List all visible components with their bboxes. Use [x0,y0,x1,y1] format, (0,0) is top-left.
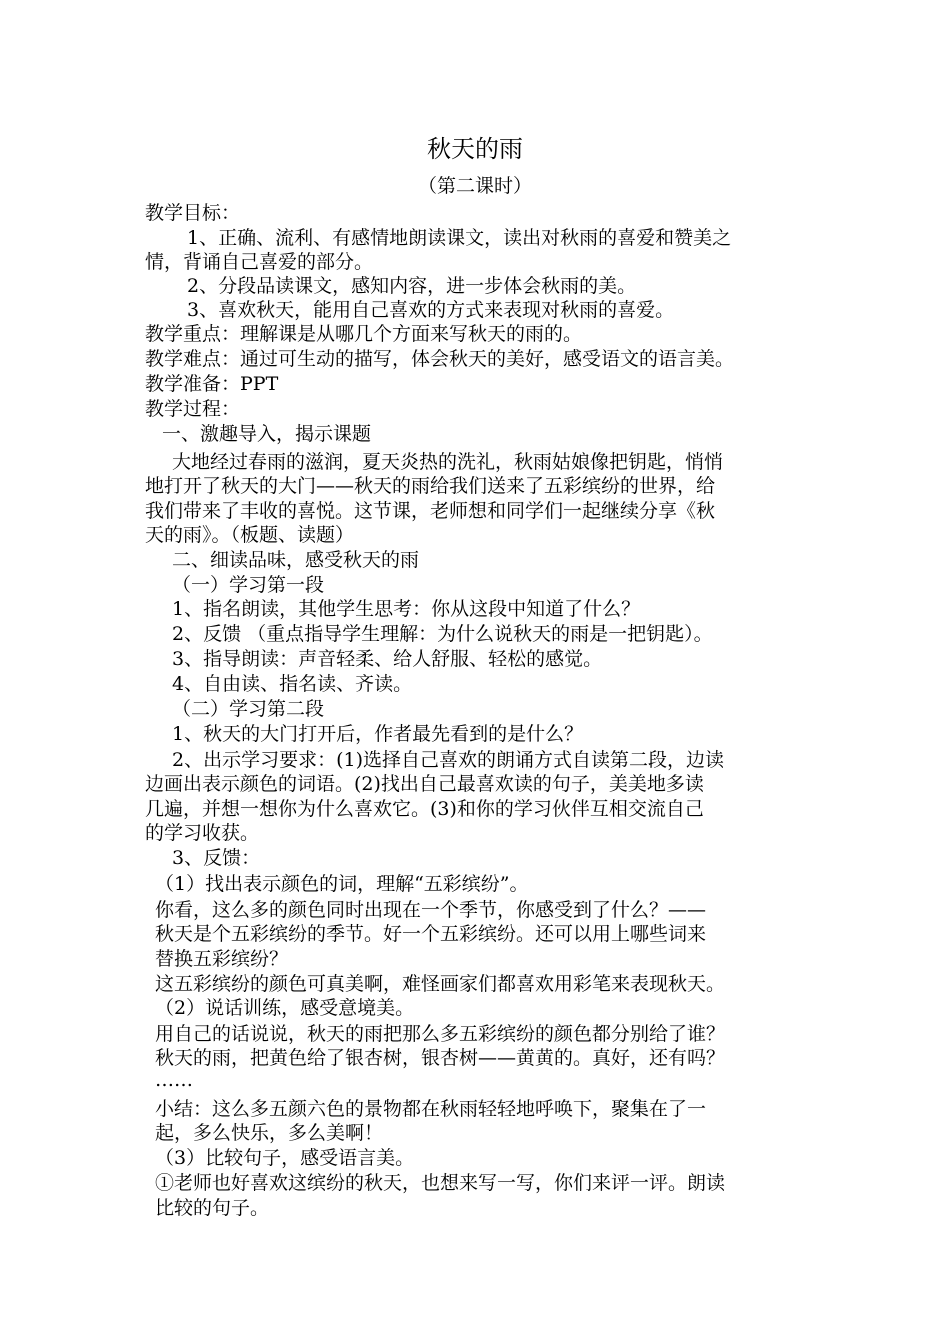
sub-item: （1）找出表示颜色的词，理解“五彩缤纷”。 [155,873,529,895]
list-item: 3、指导朗读：声音轻柔、给人舒服、轻松的感觉。 [172,648,603,670]
step-heading-1: 一、激趣导入，揭示课题 [162,423,372,445]
ellipsis-line: …… [155,1069,193,1091]
summary-line: 起，多么快乐，多么美啊！ [155,1122,384,1144]
paragraph-line: ①老师也好喜欢这缤纷的秋天，也想来写一写，你们来评一评。朗读 [155,1172,726,1194]
paragraph-line: 地打开了秋天的大门——秋天的雨给我们送来了五彩缤纷的世界，给 [145,475,716,497]
preparation: 教学准备：PPT [145,373,279,395]
section-heading-process: 教学过程： [145,398,241,420]
difficult-point: 教学难点：通过可生动的描写，体会秋天的美好，感受语文的语言美。 [145,348,735,370]
list-item: 2、出示学习要求：(1)选择自己喜欢的朗诵方式自读第二段，边读 [172,749,725,771]
objective-1-continued: 情，背诵自己喜爱的部分。 [145,251,374,273]
list-item: 2、反馈 （重点指导学生理解：为什么说秋天的雨是一把钥匙）。 [172,623,713,645]
document-title: 秋天的雨 [427,135,523,163]
list-item: 4、自由读、指名读、齐读。 [172,673,413,695]
paragraph-line: 秋天的雨，把黄色给了银杏树，银杏树——黄黄的。真好，还有吗？ [155,1047,726,1069]
step-heading-2: 二、细读品味，感受秋天的雨 [172,549,420,571]
paragraph-line: 我们带来了丰收的喜悦。这节课，老师想和同学们一起继续分享《秋 [145,500,716,522]
paragraph-line: 用自己的话说说，秋天的雨把那么多五彩缤纷的颜色都分别给了谁？ [155,1023,726,1045]
objective-3: 3、喜欢秋天，能用自己喜欢的方式来表现对秋雨的喜爱。 [187,299,675,321]
paragraph-line: 大地经过春雨的滋润，夏天炎热的洗礼，秋雨姑娘像把钥匙，悄悄 [172,451,724,473]
list-item-continued: 的学习收获。 [145,822,260,844]
objective-1: 1、正确、流利、有感情地朗读课文，读出对秋雨的喜爱和赞美之 [187,227,732,249]
paragraph-line: 天的雨》。（板题、读题） [145,524,355,546]
section-heading-objectives: 教学目标： [145,202,241,224]
paragraph-line: 你看，这么多的颜色同时出现在一个季节，你感受到了什么？—— [155,899,707,921]
list-item: 1、指名朗读，其他学生思考：你从这段中知道了什么？ [172,598,641,620]
sub-heading-2: （二）学习第二段 [172,698,325,720]
list-item: 1、秋天的大门打开后，作者最先看到的是什么？ [172,723,584,745]
paragraph-line: 秋天是个五彩缤纷的季节。好一个五彩缤纷。还可以用上哪些词来 [155,923,707,945]
list-item: 3、反馈： [172,847,261,869]
key-point: 教学重点：理解课是从哪几个方面来写秋天的雨的。 [145,323,583,345]
sub-item: （3）比较句子，感受语言美。 [155,1147,415,1169]
paragraph-line: 替换五彩缤纷？ [155,948,289,970]
sub-heading-1: （一）学习第一段 [172,574,325,596]
summary-line: 小结：这么多五颜六色的景物都在秋雨轻轻地呼唤下，聚集在了一 [155,1098,707,1120]
paragraph-line: 比较的句子。 [155,1197,270,1219]
list-item-continued: 几遍，并想一想你为什么喜欢它。(3)和你的学习伙伴互相交流自己 [145,798,704,820]
sub-item: （2）说话训练，感受意境美。 [155,997,415,1019]
paragraph-line: 这五彩缤纷的颜色可真美啊，难怪画家们都喜欢用彩笔来表现秋天。 [155,973,726,995]
document-subtitle: （第二课时） [417,175,532,197]
objective-2: 2、分段品读课文，感知内容，进一步体会秋雨的美。 [187,275,637,297]
list-item-continued: 边画出表示颜色的词语。(2)找出自己最喜欢读的句子，美美地多读 [145,773,704,795]
